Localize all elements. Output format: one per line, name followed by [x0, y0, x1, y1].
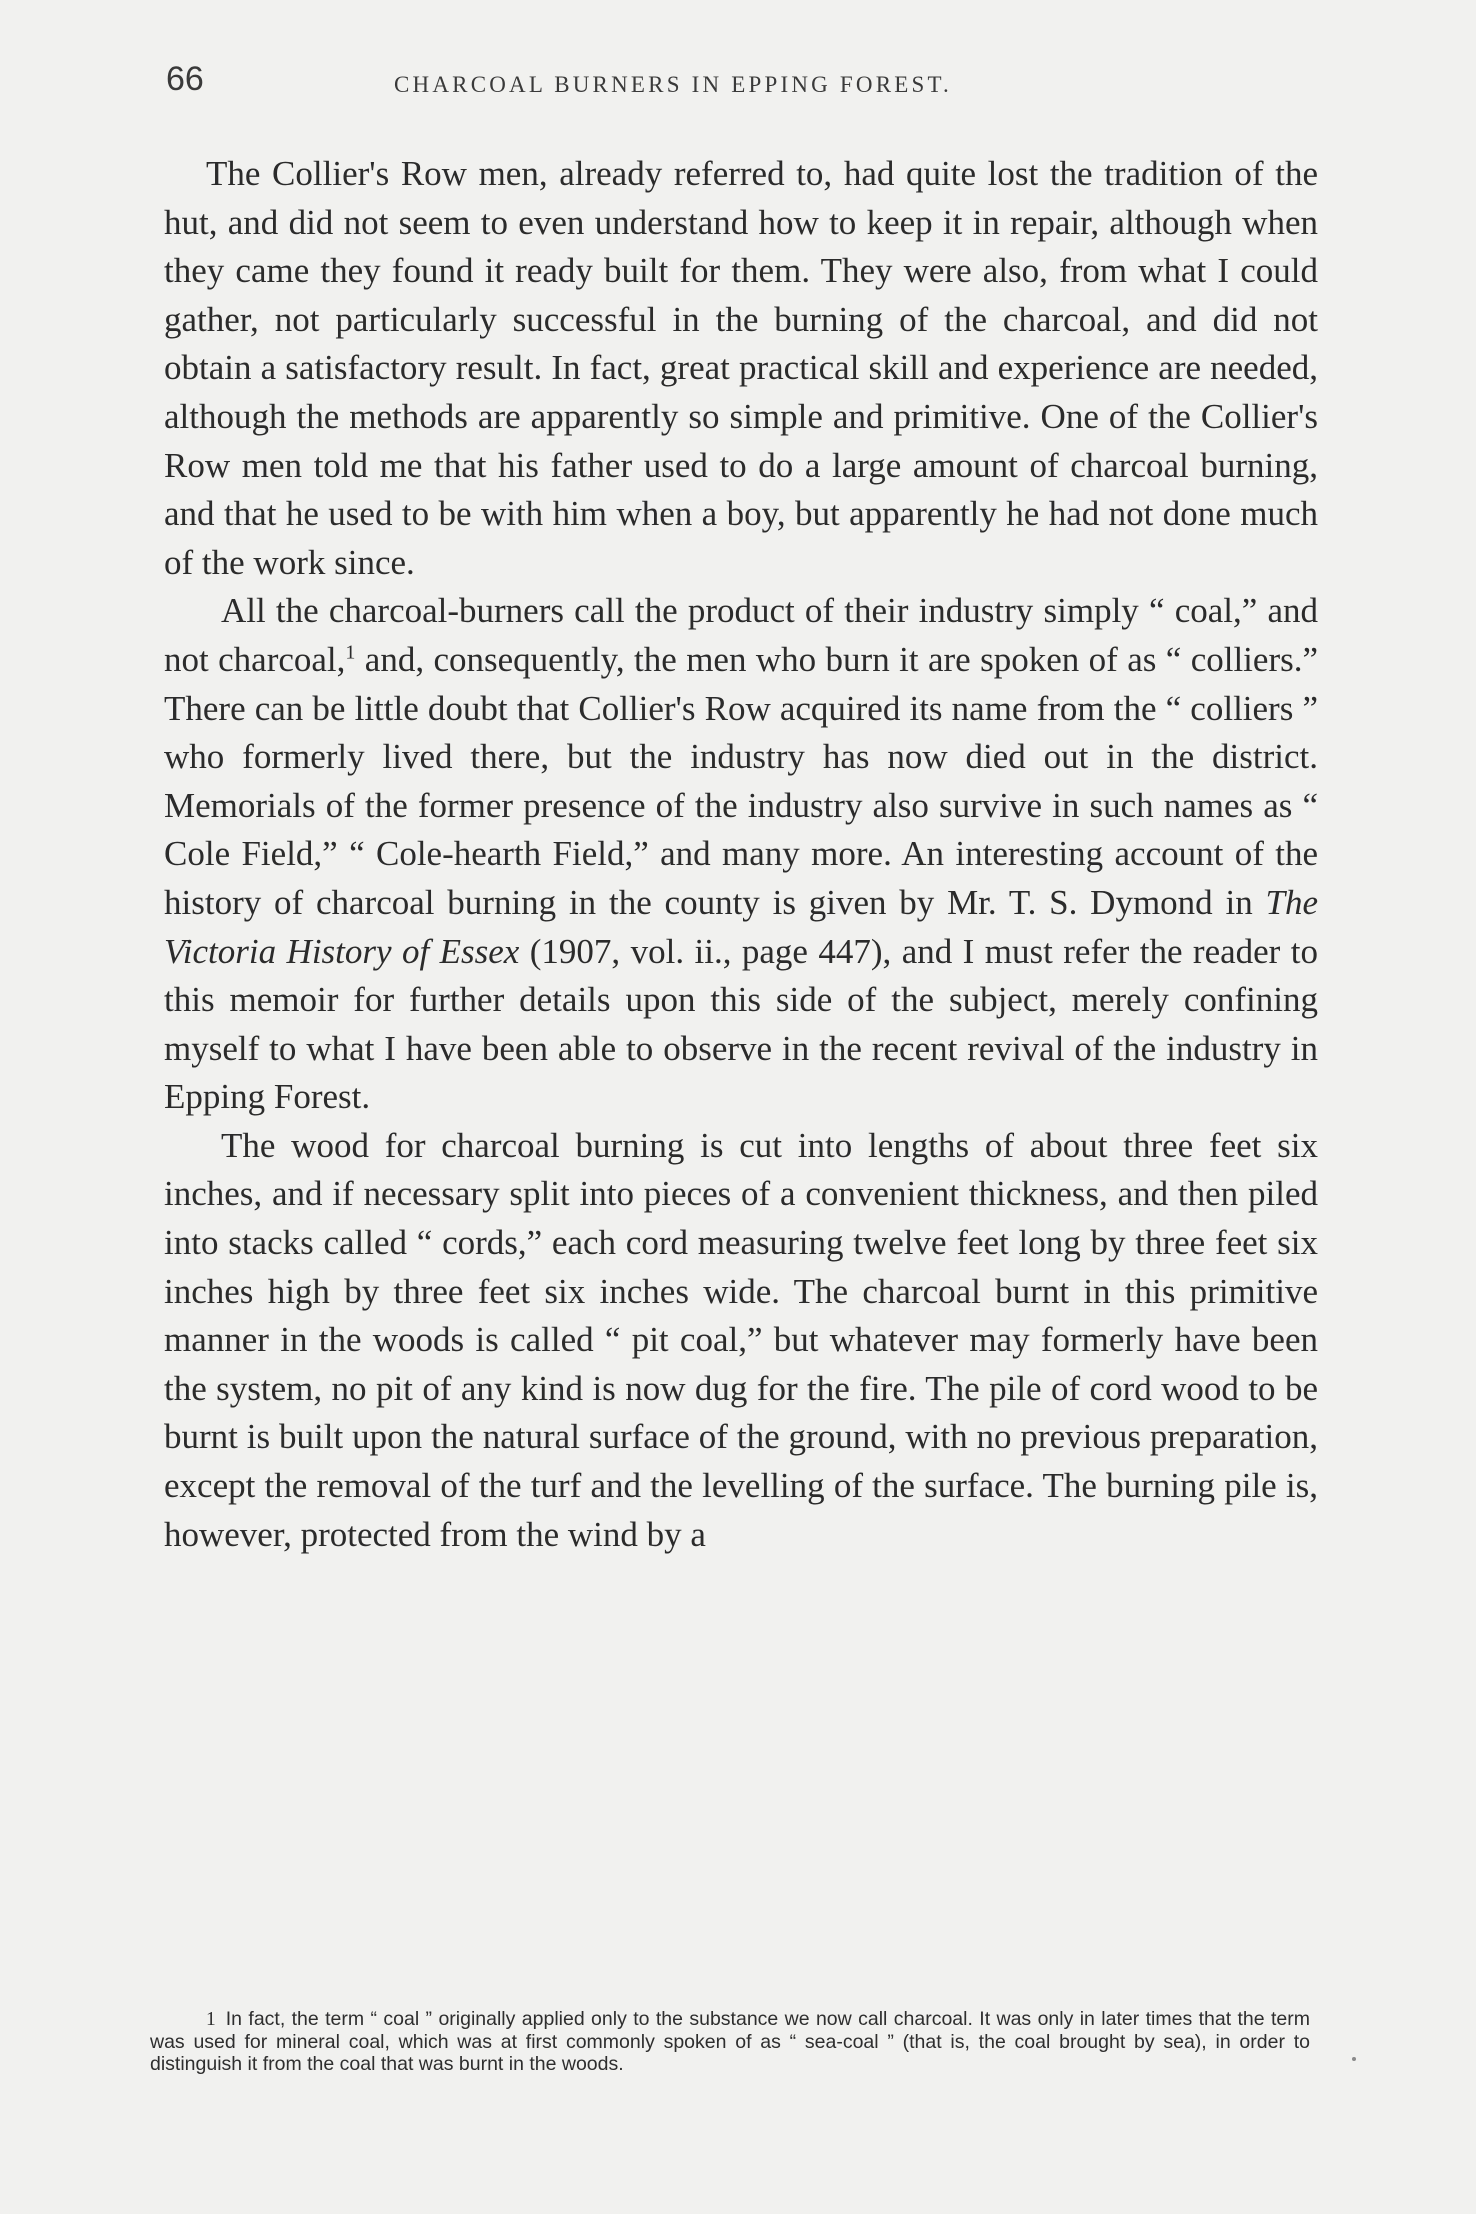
- running-title: CHARCOAL BURNERS IN EPPING FOREST.: [394, 72, 952, 97]
- paragraph-2-part-c: (1907, vol. ii., page 447), and I must refer the reader to this memoir for further details upon this side of the subject, merely confining myself to what I have been able to observe in the recent revival of the industry in Epping Forest.: [164, 931, 1318, 1117]
- paragraph-2-part-b: and, consequently, the men who burn it are spoken of as “ colliers.” There can be little doubt that Collier's Row acquired its name from the “ colliers ” who formerly lived there, but the industry has now died out in the district. Memorials of the former presence of the industry also survive in such names as “ Cole Field,” “ Cole-hearth Field,” and many more. An interesting account of the history of charcoal burning in the county is given by Mr. T. S. Dymond in: [164, 639, 1319, 922]
- paragraph-2: [164, 587, 1318, 1122]
- footnote: [150, 2008, 1310, 2075]
- footnote-reference: 1: [345, 641, 356, 664]
- body-text: [164, 150, 1318, 1559]
- paragraph-1: The Collier's Row men, already referred to, had quite lost the tradition of the hut, and did not seem to even understand how to keep it in repair, although when they came they found it ready built for them. They were also, from what I could gather, not particularly successful in the burning of the charcoal, and did not obtain a satisfactory result. In fact, great practical skill and experience are needed, although the methods are apparently so simple and primitive. One of the Collier's Row men told me that his father used to do a large amount of charcoal burning, and that he used to be with him when a boy, but apparently he had not done much of the work since.: [164, 154, 1318, 582]
- paragraph-3: The wood for charcoal burning is cut into lengths of about three feet six inches, and if necessary split into pieces of a convenient thickness, and then piled into stacks called “ cords,” each cord measuring twelve feet long by three feet six inches high by three feet six inches wide. The charcoal burnt in this primitive manner in the woods is called “ pit coal,” but whatever may formerly have been the system, no pit of any kind is now dug for the fire. The pile of cord wood to be burnt is built upon the natural surface of the ground, with no previous preparation, except the removal of the turf and the levelling of the surface. The burning pile is, however, protected from the wind by a: [164, 1125, 1318, 1554]
- print-speck: [1352, 2057, 1356, 2061]
- footnote-area: [150, 2008, 1310, 2075]
- book-title-reference: The Victoria History of Essex: [164, 882, 1318, 971]
- footnote-text: In fact, the term “ coal ” originally applied only to the substance we now call charcoal. It was only in later times that the term was used for mineral coal, which was at first commonly spoken of as “ sea-coal ” (that is, the coal brought by sea), in order to distinguish it from the coal that was burnt in the woods.: [150, 2008, 1310, 2075]
- footnote-marker: 1: [206, 2009, 216, 2030]
- page-number: 66: [166, 60, 204, 98]
- paragraph-2-part-a: All the charcoal-burners call the product of their industry simply “ coal,” and not charcoal,: [164, 591, 1318, 679]
- page-header: [166, 60, 1316, 110]
